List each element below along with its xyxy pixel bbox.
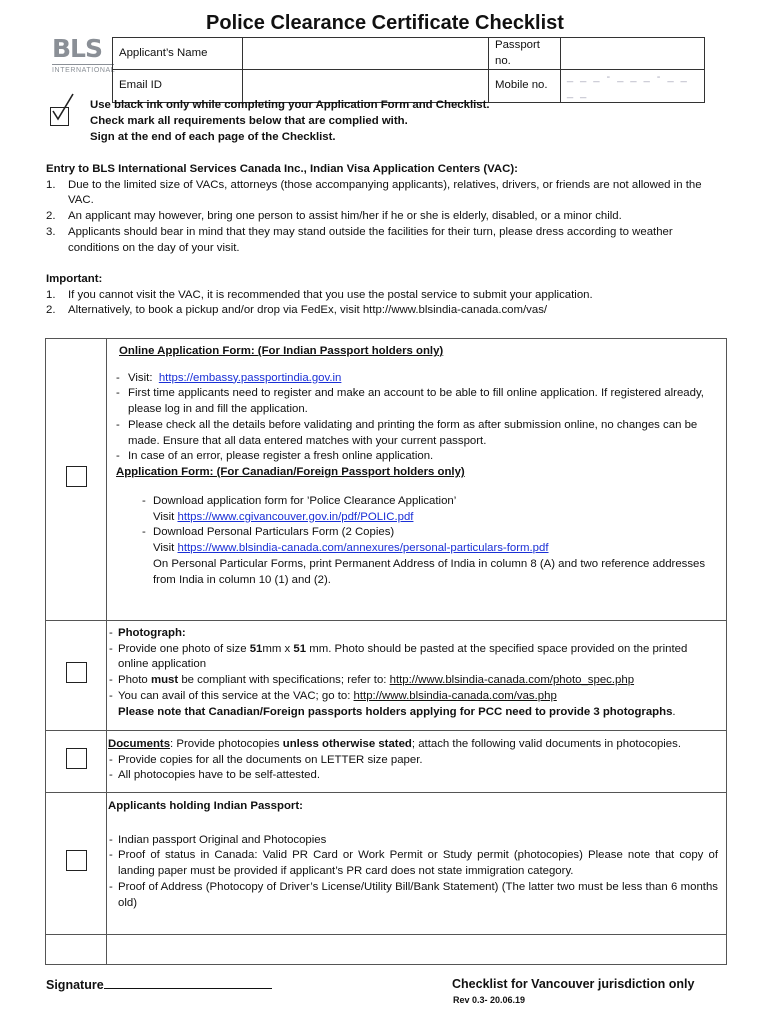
passport-label: Passport no. [489,38,561,70]
empty-cell [107,935,727,965]
checkbox-application-form[interactable] [66,466,87,487]
list-item: - Indian passport Original and Photocopies [108,833,718,849]
important-heading: Important: [46,273,103,285]
list-item: - All photocopies have to be self-attested. [108,768,718,784]
polic-pdf-link[interactable]: https://www.cgivancouver.gov.in/pdf/POLIC.pdf [177,510,414,523]
signature-area [46,976,272,994]
list-item: Visit https://www.cgivancouver.gov.in/pdf/POLIC.pdf [153,510,414,523]
checkbox-cell [46,731,107,793]
entry-section [46,162,726,256]
email-label: Email ID [113,70,243,102]
mobile-placeholder: _ _ _ - _ _ _ - _ _ _ _ [567,71,689,100]
entry-item: 1. Due to the limited size of VACs, attorneys (those accompanying applicants), relatives, drivers, or friends are not allowed in the VAC. [46,178,702,207]
revision-label: Rev 0.3- 20.06.19 [453,995,526,1005]
table-row [46,793,727,935]
content-cell [107,793,727,935]
list-item: - Download application form for ’Police Clearance Application’ [142,494,457,507]
table-row [46,731,727,793]
particulars-note: On Personal Particular Forms, print Permanent Address of India in column 8 (A) and two reference addresses from India in column 10 (1) and (2). [153,557,706,586]
list-item: - Download Personal Particulars Form (2 Copies) [142,526,395,539]
table-row [46,621,727,731]
photo-spec-link[interactable]: http://www.blsindia-canada.com/photo_spec.php [389,674,635,687]
instruction-line: Use black ink only while completing your Application Form and Checklist. [90,99,490,111]
documents-intro: Documents: Provide photocopies unless otherwise stated; attach the following valid documents in photocopies. [108,738,682,750]
logo-main-text: BLS [52,34,102,63]
checkbox-cell [46,339,107,621]
applicant-name-field[interactable] [243,38,489,70]
sample-checkbox [50,107,69,126]
list-item: - In case of an error, please register a fresh online application. [116,450,434,463]
table-row [46,339,727,621]
important-item: 2. Alternatively, to book a pickup and/or drop via FedEx, visit http://www.blsindia-canada.com/vas/ [46,304,548,317]
foreign-form-heading: Application Form: (For Canadian/Foreign Passport holders only) [116,466,465,479]
checkbox-cell [46,621,107,731]
vas-link[interactable]: http://www.blsindia-canada.com/vas.php [353,689,557,702]
list-item: - Photo must be compliant with specifications; refer to: http://www.blsindia-canada.com/photo_spec.php [108,673,718,689]
logo-sub-text: INTERNATIONAL [52,64,114,76]
particulars-form-link[interactable]: https://www.blsindia-canada.com/annexures/personal-particulars-form.pdf [177,542,549,555]
signature-label: Signature [46,978,104,992]
list-item: - First time applicants need to register and make an account to be able to fill online application. If registered already, please log in and fill the application. [116,387,704,416]
content-cell [107,731,727,793]
bls-logo [52,36,114,78]
content-cell [107,621,727,731]
online-form-heading: Online Application Form: (For Indian Passport holders only) [119,345,444,357]
list-item: - Please check all the details before validating and printing the form as after submission online, no changes can be made. Ensure that all data entered matches with your current passport. [116,418,698,447]
checkbox-documents[interactable] [66,748,87,769]
list-item: - Proof of status in Canada: Valid PR Card or Work Permit or Study permit (photocopies) Please note that copy of landing paper must be provided if applicant’s PR card does not state immigration category. [108,848,718,879]
passport-field[interactable] [561,38,705,70]
photograph-note: Please note that Canadian/Foreign passports holders applying for PCC need to provide 3 photographs. [118,705,676,718]
entry-heading: Entry to BLS International Services Canada Inc., Indian Visa Application Centers (VAC): [46,163,518,175]
table-row [46,935,727,965]
entry-item: 2. An applicant may however, bring one person to assist him/her if he or she is elderly, disabled, or a minor child. [46,210,622,223]
list-item: Visit https://www.blsindia-canada.com/annexures/personal-particulars-form.pdf [153,542,549,555]
list-item: - Proof of Address (Photocopy of Driver’s License/Utility Bill/Bank Statement) (The latter two must be less than 6 months old) [108,880,718,911]
instruction-line: Sign at the end of each page of the Checklist. [90,131,336,144]
instructions [90,97,490,146]
mobile-label: Mobile no. [489,70,561,102]
content-cell [107,339,727,621]
photograph-heading: - Photograph: [108,626,718,642]
signature-line[interactable] [104,976,272,989]
empty-cell [46,935,107,965]
passportindia-link[interactable]: https://embassy.passportindia.gov.in [158,371,342,384]
indian-passport-heading: Applicants holding Indian Passport: [108,800,303,812]
page-title: Police Clearance Certificate Checklist [206,12,564,34]
list-item: - Provide one photo of size 51mm x 51 mm. Photo should be pasted at the specified space provided on the printed online application [108,642,718,673]
list-item: - You can avail of this service at the VAC; go to: http://www.blsindia-canada.com/vas.php [108,689,718,705]
checkbox-photograph[interactable] [66,662,87,683]
checkbox-cell [46,793,107,935]
list-item: - Provide copies for all the documents on LETTER size paper. [108,753,718,769]
checkmark-icon [49,92,77,122]
checkbox-indian-passport[interactable] [66,850,87,871]
jurisdiction-note: Checklist for Vancouver jurisdiction only [452,977,695,991]
instruction-line: Check mark all requirements below that are complied with. [90,115,408,128]
applicant-name-label: Applicant’s Name [113,38,243,70]
important-item: 1. If you cannot visit the VAC, it is recommended that you use the postal service to submit your application. [46,288,593,301]
important-section [46,272,726,319]
checklist-table [45,338,727,965]
mobile-field[interactable] [561,70,705,102]
applicant-info-table [112,37,705,103]
entry-item: 3. Applicants should bear in mind that they may stand outside the facilities for their turn, please dress according to weather conditions on the day of your visit. [46,225,673,254]
list-item: - Visit: https://embassy.passportindia.gov.in [116,371,342,384]
